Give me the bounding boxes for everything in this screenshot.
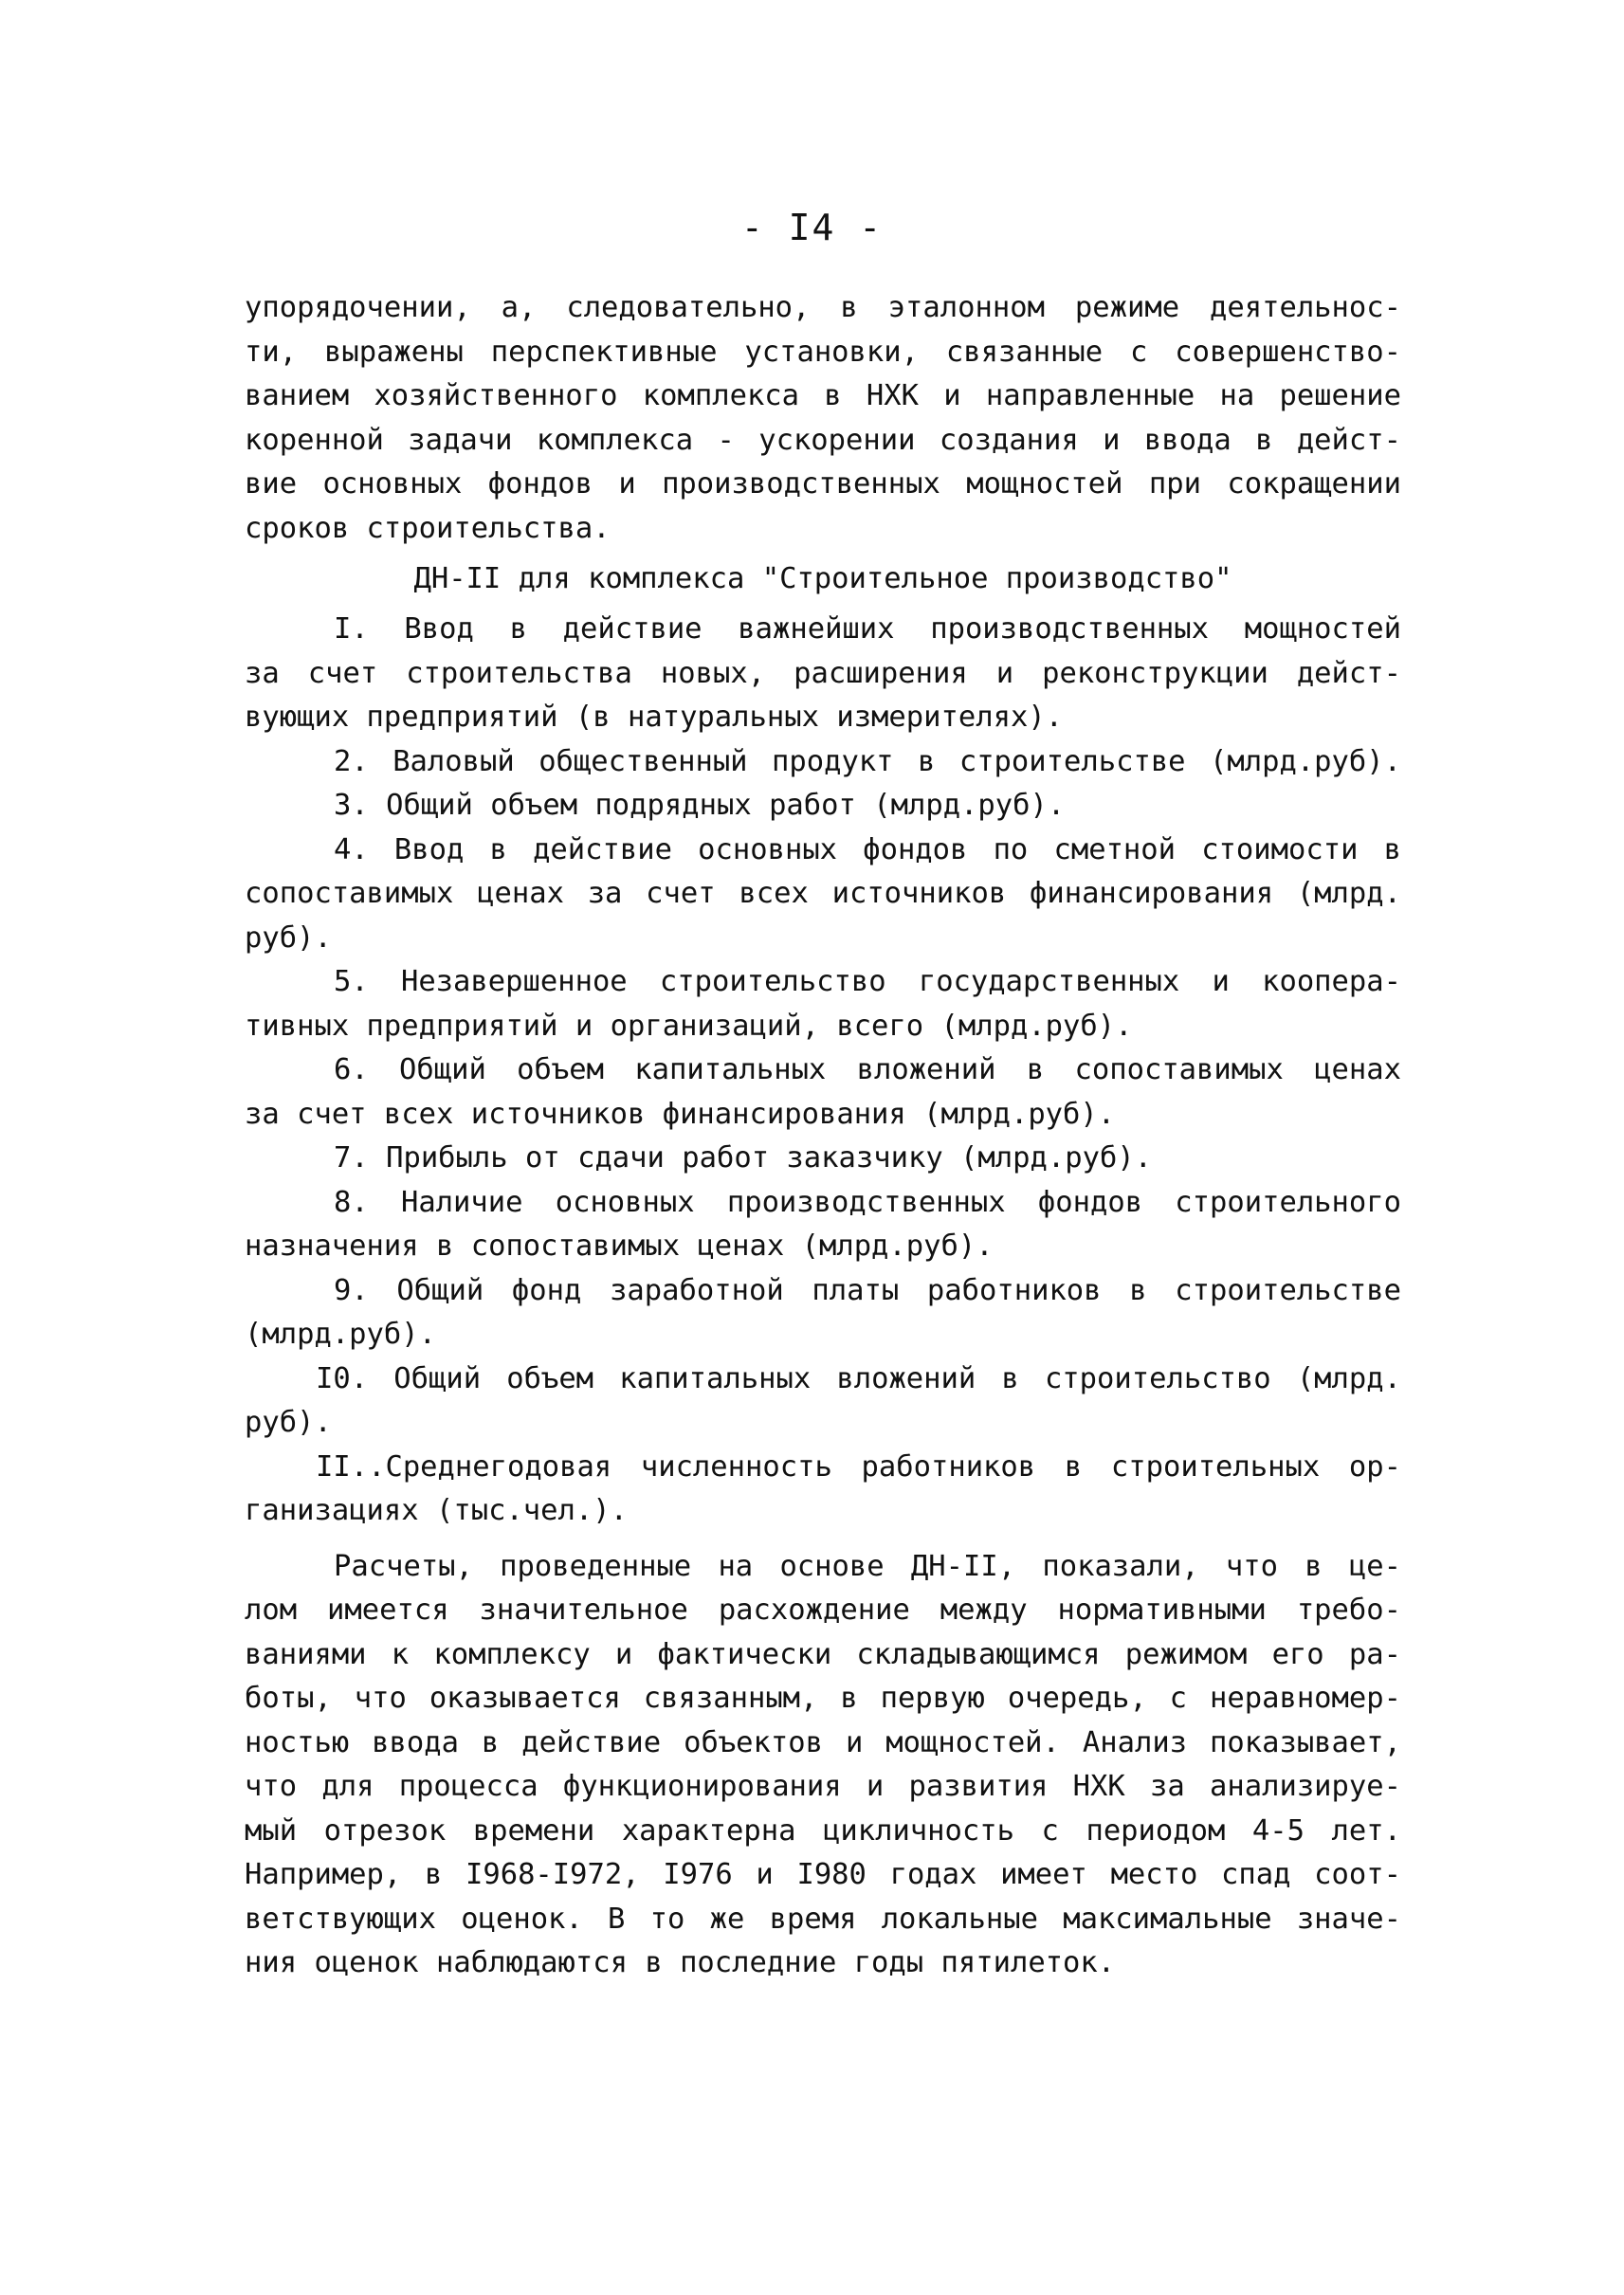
list-item bbox=[245, 784, 1401, 829]
text-line: 5. Незавершенное строительство государственных и коопера- bbox=[334, 965, 1401, 998]
page-number: - I4 - bbox=[740, 207, 884, 248]
text-line: ванием хозяйственного комплекса в НХК и направленные на решение bbox=[245, 379, 1401, 412]
list-item bbox=[245, 1446, 1401, 1534]
text-line: ваниями к комплексу и фактически складывающимся режимом его ра- bbox=[245, 1637, 1401, 1671]
text-line: II..Среднегодовая численность работников в строительных ор- bbox=[316, 1449, 1401, 1484]
list-item bbox=[245, 829, 1401, 961]
text-line: ти, выражены перспективные установки, связанные с совершенство- bbox=[245, 335, 1401, 369]
text-line: сроков строительства. bbox=[245, 511, 611, 545]
text-line: 7. Прибыль от сдачи работ заказчику (млрд.руб). bbox=[334, 1141, 1153, 1175]
list-item bbox=[245, 960, 1401, 1048]
text-line: I. Ввод в действие важнейших производственных мощностей bbox=[334, 612, 1401, 646]
text-line: за счет строительства новых, расширения и реконструкции дейст- bbox=[245, 656, 1401, 690]
text-line: ния оценок наблюдаются в последние годы пятилеток. bbox=[245, 1946, 1116, 1979]
text-line: Например, в I968-I972, I976 и I980 годах имеет место спад соот- bbox=[245, 1858, 1401, 1891]
list-item bbox=[245, 1357, 1401, 1446]
text-line: вующих предприятий (в натуральных измерителях). bbox=[245, 701, 1064, 734]
text-line: руб). bbox=[245, 1406, 332, 1439]
text-line: 2. Валовый общественный продукт в строительстве (млрд.руб). bbox=[334, 744, 1401, 778]
text-line: 4. Ввод в действие основных фондов по сметной стоимости в bbox=[334, 832, 1401, 866]
text-line: вие основных фондов и производственных мощностей при сокращении bbox=[245, 467, 1401, 501]
indicator-list bbox=[245, 608, 1401, 1534]
section-title: ДН-II для комплекса "Строительное производство" bbox=[413, 562, 1232, 595]
text-line: боты, что оказывается связанным, в первую очередь, с неравномер- bbox=[245, 1682, 1401, 1715]
list-item bbox=[245, 740, 1401, 785]
text-line: за счет всех источников финансирования (млрд.руб). bbox=[245, 1097, 1116, 1131]
text-line: что для процесса функционирования и развития НХК за анализируе- bbox=[245, 1770, 1401, 1803]
text-line: Расчеты, проведенные на основе ДН-II, показали, что в це- bbox=[334, 1549, 1401, 1583]
text-line: сопоставимых ценах за счет всех источников финансирования (млрд. bbox=[245, 877, 1401, 910]
text-line: упорядочении, а, следовательно, в эталонном режиме деятельнос- bbox=[245, 291, 1401, 324]
text-line: руб). bbox=[245, 920, 332, 955]
text-line: 6. Общий объем капитальных вложений в сопоставимых ценах bbox=[334, 1053, 1401, 1086]
conclusion-paragraph bbox=[245, 1545, 1401, 1986]
text-line: тивных предприятий и организаций, всего (млрд.руб). bbox=[245, 1009, 1133, 1043]
text-line: 8. Наличие основных производственных фондов строительного bbox=[334, 1185, 1401, 1219]
list-item bbox=[245, 608, 1401, 740]
document-body bbox=[245, 286, 1401, 1986]
text-line: назначения в сопоставимых ценах (млрд.руб). bbox=[245, 1229, 994, 1263]
paragraph-gap bbox=[245, 1534, 1401, 1545]
list-item bbox=[245, 1181, 1401, 1269]
text-line: ветствующих оценок. В то же время локальные максимальные значе- bbox=[245, 1902, 1401, 1936]
text-line: коренной задачи комплекса - ускорении создания и ввода в дейст- bbox=[245, 423, 1401, 457]
text-line: I0. Общий объем капитальных вложений в строительство (млрд. bbox=[316, 1361, 1401, 1395]
text-line: 9. Общий фонд заработной платы работников в строительстве bbox=[334, 1273, 1401, 1307]
text-line: 3. Общий объем подрядных работ (млрд.руб). bbox=[334, 789, 1066, 822]
list-item bbox=[245, 1137, 1401, 1181]
text-line: лом имеется значительное расхождение между нормативными требо- bbox=[245, 1594, 1401, 1627]
text-line: (млрд.руб). bbox=[245, 1318, 436, 1351]
list-item bbox=[245, 1269, 1401, 1357]
intro-paragraph bbox=[245, 286, 1401, 551]
text-line: мый отрезок времени характерна цикличность с периодом 4-5 лет. bbox=[245, 1813, 1401, 1848]
list-item bbox=[245, 1048, 1401, 1137]
text-line: ностью ввода в действие объектов и мощностей. Анализ показывает, bbox=[245, 1725, 1401, 1759]
text-line: ганизациях (тыс.чел.). bbox=[245, 1494, 628, 1527]
